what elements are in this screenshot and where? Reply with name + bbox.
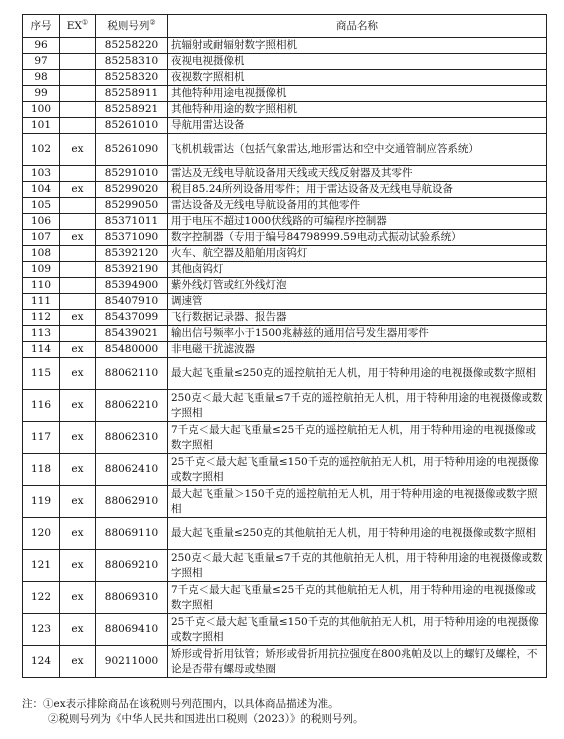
cell-seq: 120 [23, 518, 60, 550]
cell-seq: 98 [23, 70, 60, 86]
cell-name: 25千克＜最大起飞重量≤150千克的遥控航拍无人机，用于特种用途的电视摄像或数字照相 [168, 454, 547, 486]
cell-ex: ex [60, 182, 96, 198]
cell-code: 85258911 [96, 86, 168, 102]
cell-code: 90211000 [96, 646, 168, 678]
table-row [23, 246, 547, 262]
table-row [23, 134, 547, 166]
cell-code: 88069410 [96, 614, 168, 646]
cell-ex [60, 278, 96, 294]
cell-seq: 101 [23, 118, 60, 134]
cell-name: 雷达及无线电导航设备用天线或天线反射器及其零件 [168, 166, 547, 182]
table-row [23, 38, 547, 54]
cell-ex [60, 38, 96, 54]
cell-code: 85258310 [96, 54, 168, 70]
cell-seq: 108 [23, 246, 60, 262]
cell-seq: 99 [23, 86, 60, 102]
cell-seq: 109 [23, 262, 60, 278]
cell-code: 88069110 [96, 518, 168, 550]
table-row [23, 454, 547, 486]
cell-ex [60, 86, 96, 102]
table-header-row [23, 15, 547, 38]
header-ex-footnote-mark: ① [81, 18, 89, 26]
cell-ex [60, 118, 96, 134]
cell-code: 88062910 [96, 486, 168, 518]
table-row [23, 102, 547, 118]
cell-seq: 124 [23, 646, 60, 678]
cell-code: 85394900 [96, 278, 168, 294]
cell-code: 85407910 [96, 294, 168, 310]
cell-name: 飞机机载雷达（包括气象雷达,地形雷达和空中交通管制应答系统） [168, 134, 547, 166]
cell-seq: 113 [23, 326, 60, 342]
header-ex-label: EX [66, 19, 82, 32]
cell-code: 88069310 [96, 582, 168, 614]
cell-ex: ex [60, 646, 96, 678]
cell-code: 88069210 [96, 550, 168, 582]
cell-seq: 111 [23, 294, 60, 310]
cell-ex [60, 102, 96, 118]
cell-seq: 96 [23, 38, 60, 54]
cell-seq: 102 [23, 134, 60, 166]
cell-seq: 114 [23, 342, 60, 358]
table-row [23, 326, 547, 342]
cell-seq: 123 [23, 614, 60, 646]
cell-name: 250克＜最大起飞重量≤7千克的其他航拍无人机，用于特种用途的电视摄像或数字照相 [168, 550, 547, 582]
cell-code: 85299020 [96, 182, 168, 198]
cell-name: 调速管 [168, 294, 547, 310]
cell-ex: ex [60, 390, 96, 422]
table-row [23, 358, 547, 390]
cell-code: 88062210 [96, 390, 168, 422]
cell-code: 85392120 [96, 246, 168, 262]
cell-seq: 107 [23, 230, 60, 246]
cell-code: 88062110 [96, 358, 168, 390]
cell-code: 85392190 [96, 262, 168, 278]
header-code [96, 15, 168, 38]
table-row [23, 342, 547, 358]
table-row [23, 54, 547, 70]
cell-code: 85258220 [96, 38, 168, 54]
footnotes [22, 697, 546, 727]
cell-ex: ex [60, 518, 96, 550]
cell-ex: ex [60, 422, 96, 454]
cell-seq: 106 [23, 214, 60, 230]
cell-seq: 116 [23, 390, 60, 422]
cell-seq: 112 [23, 310, 60, 326]
cell-seq: 110 [23, 278, 60, 294]
cell-ex [60, 70, 96, 86]
table-row [23, 182, 547, 198]
cell-name: 紫外线灯管或红外线灯泡 [168, 278, 547, 294]
cell-code: 85371090 [96, 230, 168, 246]
cell-name: 雷达设备及无线电导航设备用的其他零件 [168, 198, 547, 214]
cell-seq: 97 [23, 54, 60, 70]
cell-seq: 103 [23, 166, 60, 182]
cell-ex: ex [60, 230, 96, 246]
table-row [23, 614, 547, 646]
cell-ex: ex [60, 310, 96, 326]
cell-code: 85291010 [96, 166, 168, 182]
cell-name: 飞行数据记录器、报告器 [168, 310, 547, 326]
cell-name: 导航用雷达设备 [168, 118, 547, 134]
cell-ex [60, 326, 96, 342]
cell-code: 85258921 [96, 102, 168, 118]
cell-ex: ex [60, 550, 96, 582]
header-name: 商品名称 [168, 15, 547, 38]
table-row [23, 262, 547, 278]
table-row [23, 310, 547, 326]
table-row [23, 646, 547, 678]
table-row [23, 390, 547, 422]
table-row [23, 422, 547, 454]
cell-ex [60, 294, 96, 310]
table-row [23, 582, 547, 614]
cell-code: 85258320 [96, 70, 168, 86]
cell-seq: 117 [23, 422, 60, 454]
cell-name: 其他特种用途的数字照相机 [168, 102, 547, 118]
table-row [23, 550, 547, 582]
table-row [23, 278, 547, 294]
cell-name: 最大起飞重量≤250克的遥控航拍无人机，用于特种用途的电视摄像或数字照相 [168, 358, 547, 390]
cell-seq: 100 [23, 102, 60, 118]
cell-ex: ex [60, 582, 96, 614]
header-seq: 序号 [23, 15, 60, 38]
tariff-table-container [22, 14, 546, 678]
cell-name: 夜视数字照相机 [168, 70, 547, 86]
cell-ex [60, 214, 96, 230]
cell-name: 数字控制器（专用于编号84798999.59电动式振动试验系统） [168, 230, 547, 246]
table-row [23, 198, 547, 214]
cell-code: 85261090 [96, 134, 168, 166]
cell-ex [60, 246, 96, 262]
table-row [23, 294, 547, 310]
cell-code: 85437099 [96, 310, 168, 326]
header-code-label: 税则号列 [107, 19, 150, 32]
cell-code: 88062410 [96, 454, 168, 486]
table-row [23, 118, 547, 134]
table-row [23, 86, 547, 102]
header-ex [60, 15, 96, 38]
table-body [23, 38, 547, 678]
cell-name: 夜视电视摄像机 [168, 54, 547, 70]
cell-name: 7千克＜最大起飞重量≤25千克的其他航拍无人机，用于特种用途的电视摄像或数字照相 [168, 582, 547, 614]
cell-name: 其他特种用途电视摄像机 [168, 86, 547, 102]
cell-code: 85480000 [96, 342, 168, 358]
cell-seq: 105 [23, 198, 60, 214]
cell-code: 85299050 [96, 198, 168, 214]
cell-name: 其他卤钨灯 [168, 262, 547, 278]
cell-seq: 115 [23, 358, 60, 390]
cell-ex: ex [60, 358, 96, 390]
cell-seq: 122 [23, 582, 60, 614]
cell-name: 非电磁干扰滤波器 [168, 342, 547, 358]
footnote-1: 注：①ex表示排除商品在该税则号列范围内，以具体商品描述为准。 [22, 698, 339, 710]
table-row [23, 486, 547, 518]
cell-code: 85261010 [96, 118, 168, 134]
cell-name: 用于电压不超过1000伏线路的可编程序控制器 [168, 214, 547, 230]
cell-ex: ex [60, 614, 96, 646]
cell-name: 最大起飞重量＞150千克的遥控航拍无人机，用于特种用途的电视摄像或数字照相 [168, 486, 547, 518]
cell-ex [60, 262, 96, 278]
cell-code: 88062310 [96, 422, 168, 454]
cell-ex [60, 198, 96, 214]
table-row [23, 518, 547, 550]
header-code-footnote-mark: ② [149, 18, 156, 26]
cell-name: 火车、航空器及船舶用卤钨灯 [168, 246, 547, 262]
cell-ex: ex [60, 486, 96, 518]
cell-name: 7千克＜最大起飞重量≤25千克的遥控航拍无人机，用于特种用途的电视摄像或数字照相 [168, 422, 547, 454]
cell-seq: 118 [23, 454, 60, 486]
cell-name: 输出信号频率小于1500兆赫兹的通用信号发生器用零件 [168, 326, 547, 342]
cell-seq: 121 [23, 550, 60, 582]
cell-ex: ex [60, 134, 96, 166]
cell-name: 最大起飞重量≤250克的其他航拍无人机，用于特种用途的电视摄像或数字照相 [168, 518, 547, 550]
cell-seq: 119 [23, 486, 60, 518]
cell-name: 矫形或骨折用钛管；矫形或骨折用抗拉强度在800兆帕及以上的螺钉及螺栓，不论是否带有螺母或垫圈 [168, 646, 547, 678]
footnote-2: ②税则号列为《中华人民共和国进出口税则（2023）》的税则号列。 [48, 713, 364, 725]
cell-name: 250克＜最大起飞重量≤7千克的遥控航拍无人机，用于特种用途的电视摄像或数字照相 [168, 390, 547, 422]
table-row [23, 230, 547, 246]
cell-ex: ex [60, 454, 96, 486]
cell-code: 85439021 [96, 326, 168, 342]
cell-ex: ex [60, 342, 96, 358]
table-row [23, 166, 547, 182]
cell-ex [60, 166, 96, 182]
cell-name: 税目85.24所列设备用零件；用于雷达设备及无线电导航设备 [168, 182, 547, 198]
cell-seq: 104 [23, 182, 60, 198]
table-row [23, 70, 547, 86]
tariff-table [22, 14, 547, 678]
cell-name: 抗辐射或耐辐射数字照相机 [168, 38, 547, 54]
cell-name: 25千克＜最大起飞重量≤150千克的其他航拍无人机，用于特种用途的电视摄像或数字照相 [168, 614, 547, 646]
cell-ex [60, 54, 96, 70]
table-row [23, 214, 547, 230]
cell-code: 85371011 [96, 214, 168, 230]
